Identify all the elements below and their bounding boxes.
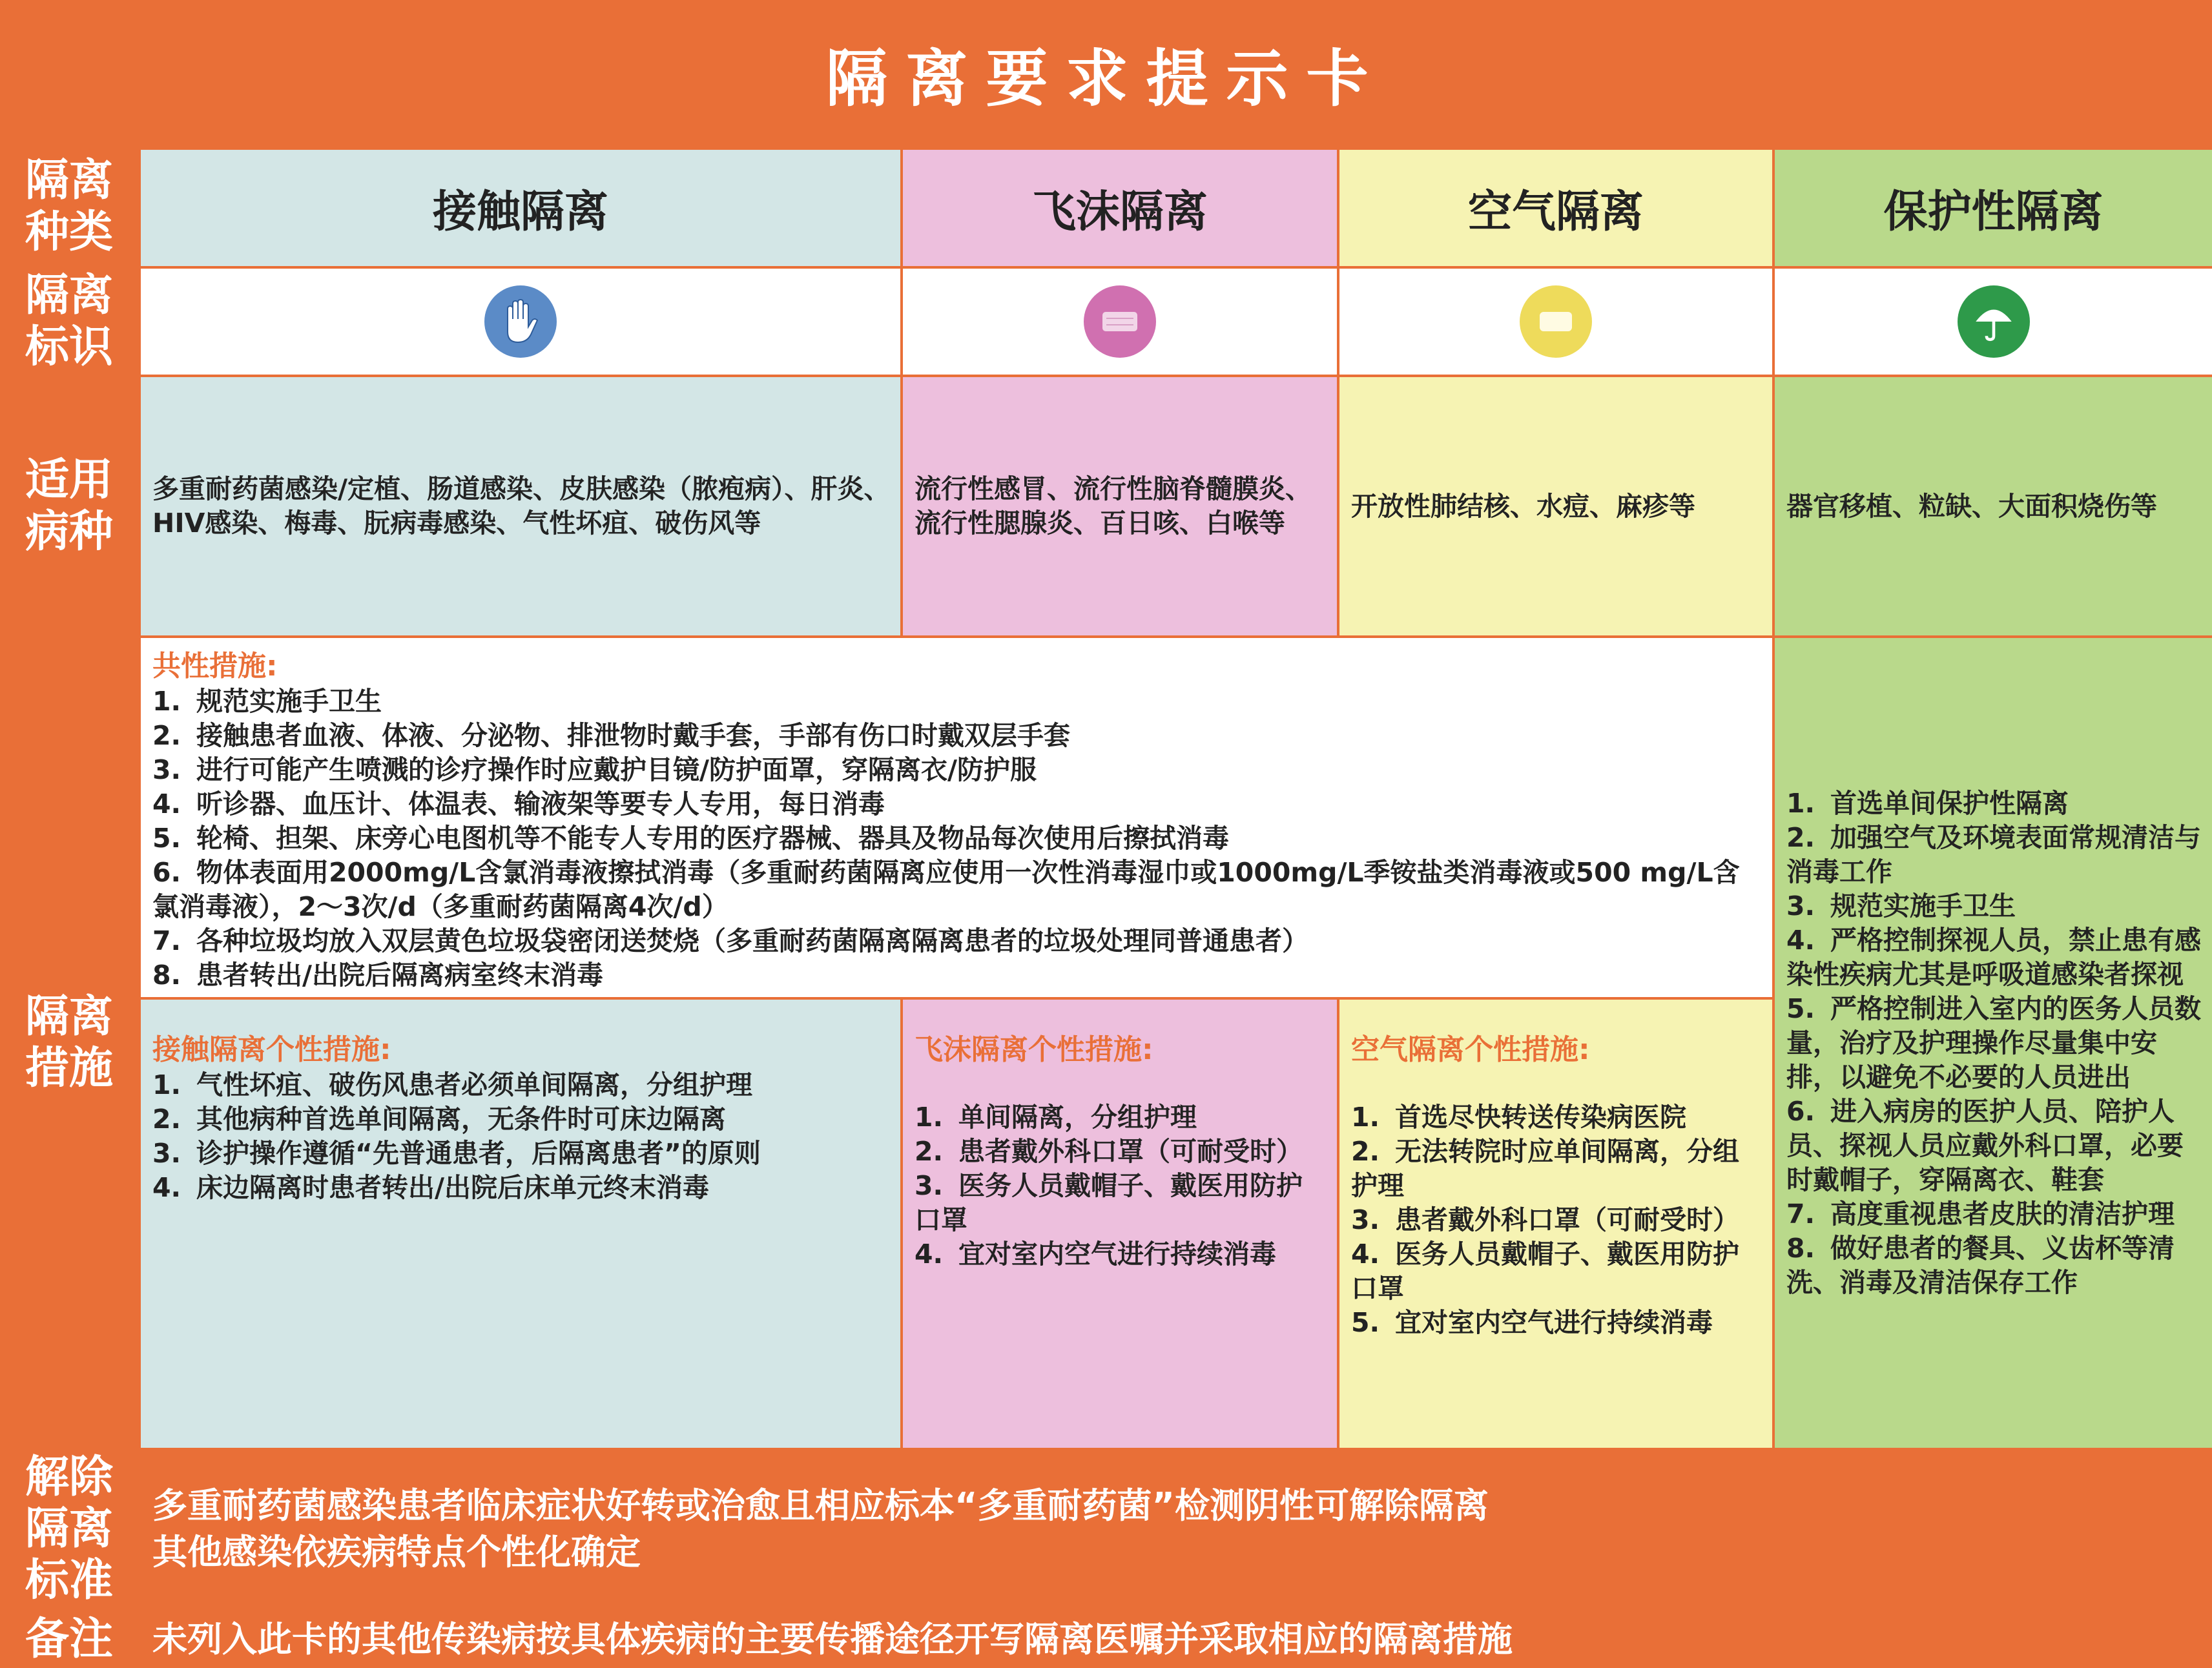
column-header-protective: 保护性隔离 (1775, 150, 2212, 266)
list-item: 4. 医务人员戴帽子、戴医用防护口罩 (1351, 1239, 1739, 1304)
list-item: 5. 宜对室内空气进行持续消毒 (1351, 1307, 1713, 1338)
list-item: 6. 进入病房的医护人员、陪护人员、探视人员应戴外科口罩，必要时戴帽子，穿隔离衣、鞋套 (1786, 1095, 2184, 1195)
droplet-measures-heading: 飞沫隔离个性措施: (915, 1033, 1153, 1066)
list-item: 1. 规范实施手卫生 (152, 686, 382, 717)
list-item: 5. 轮椅、担架、床旁心电图机等不能专人专用的医疗器械、器具及物品每次使用后擦拭消毒 (152, 823, 1229, 854)
contact-measures (141, 1000, 900, 1448)
protective-measures (1775, 638, 2212, 1448)
list-item: 8. 患者转出/出院后隔离病室终末消毒 (152, 960, 603, 991)
list-item: 8. 做好患者的餐具、义齿杯等清洗、消毒及清洁保存工作 (1786, 1232, 2175, 1298)
row-label-type: 隔离 种类 (25, 155, 113, 258)
disease-text-droplet: 流行性感冒、流行性脑脊髓膜炎、流行性腮腺炎、百日咳、白喉等 (915, 473, 1312, 539)
list-item: 3. 规范实施手卫生 (1786, 890, 2016, 922)
list-item: 4. 床边隔离时患者转出/出院后床单元终末消毒 (152, 1172, 709, 1203)
notes-text: 未列入此卡的其他传染病按具体疾病的主要传播途径开写隔离医嘱并采取相应的隔离措施 (152, 1618, 1513, 1660)
disease-text-airborne: 开放性肺结核、水痘、麻疹等 (1351, 490, 1695, 522)
mark-cell-droplet (903, 269, 1337, 375)
column-header-droplet: 飞沫隔离 (903, 150, 1337, 266)
surgical-mask-icon (1084, 285, 1156, 358)
list-item: 2. 接触患者血液、体液、分泌物、排泄物时戴手套，手部有伤口时戴双层手套 (152, 720, 1070, 751)
list-item: 2. 其他病种首选单间隔离，无条件时可床边隔离 (152, 1104, 726, 1135)
row-label-disease: 适用 病种 (25, 455, 113, 557)
list-item: 1. 单间隔离，分组护理 (915, 1102, 1197, 1133)
respirator-mask-icon (1520, 285, 1592, 358)
row-label-measures: 隔离 措施 (25, 991, 113, 1094)
list-item: 3. 进行可能产生喷溅的诊疗操作时应戴护目镜/防护面罩，穿隔离衣/防护服 (152, 754, 1037, 785)
list-item: 4. 听诊器、血压计、体温表、输液架等要专人专用，每日消毒 (152, 788, 885, 819)
row-label-release: 解除 隔离 标准 (25, 1452, 113, 1606)
disease-text-protective: 器官移植、粒缺、大面积烧伤等 (1786, 490, 2157, 522)
mark-cell-airborne (1339, 269, 1772, 375)
mark-cell-protective (1775, 269, 2212, 375)
common-measures-list (152, 685, 1761, 993)
disease-cell-droplet (903, 377, 1337, 635)
contact-measures-list (152, 1068, 890, 1205)
column-header-airborne: 空气隔离 (1339, 150, 1772, 266)
disease-text-contact: 多重耐药菌感染/定植、肠道感染、皮肤感染（脓疱病）、肝炎、HIV感染、梅毒、朊病毒感染、气性坏疽、破伤风等 (152, 473, 891, 539)
list-item: 3. 医务人员戴帽子、戴医用防护口罩 (915, 1170, 1303, 1235)
disease-cell-airborne (1339, 377, 1772, 635)
release-criteria (141, 1450, 2212, 1608)
list-item: 2. 加强空气及环境表面常规清洁与消毒工作 (1786, 821, 2201, 887)
release-criteria-line: 其他感染依疾病特点个性化确定 (152, 1532, 641, 1572)
hand-icon (484, 285, 557, 358)
list-item: 2. 患者戴外科口罩（可耐受时） (915, 1136, 1303, 1167)
droplet-measures-list (915, 1100, 1327, 1272)
list-item: 2. 无法转院时应单间隔离，分组护理 (1351, 1136, 1739, 1201)
list-item: 1. 首选单间保护性隔离 (1786, 787, 2069, 819)
mark-cell-contact (141, 269, 900, 375)
contact-measures-heading: 接触隔离个性措施: (152, 1033, 391, 1066)
list-item: 7. 高度重视患者皮肤的清洁护理 (1786, 1198, 2175, 1230)
release-criteria-line: 多重耐药菌感染患者临床症状好转或治愈且相应标本“多重耐药菌”检测阴性可解除隔离 (152, 1485, 1489, 1526)
list-item: 3. 患者戴外科口罩（可耐受时） (1351, 1204, 1739, 1235)
list-item: 3. 诊护操作遵循“先普通患者，后隔离患者”的原则 (152, 1138, 761, 1169)
common-measures (141, 638, 1772, 997)
list-item: 1. 气性坏疽、破伤风患者必须单间隔离，分组护理 (152, 1069, 752, 1100)
list-item: 7. 各种垃圾均放入双层黄色垃圾袋密闭送焚烧（多重耐药菌隔离隔离患者的垃圾处理同普通患者） (152, 925, 1308, 956)
list-item: 4. 宜对室内空气进行持续消毒 (915, 1239, 1276, 1270)
row-label-notes: 备注 (25, 1613, 113, 1665)
disease-cell-protective (1775, 377, 2212, 635)
disease-cell-contact (141, 377, 900, 635)
umbrella-icon (1958, 285, 2030, 358)
airborne-measures-heading: 空气隔离个性措施: (1351, 1033, 1590, 1066)
airborne-measures-list (1351, 1100, 1762, 1340)
column-header-contact: 接触隔离 (141, 150, 900, 266)
list-item: 5. 严格控制进入室内的医务人员数量，治疗及护理操作尽量集中安排，以避免不必要的人员进出 (1786, 993, 2201, 1093)
list-item: 4. 严格控制探视人员，禁止患有感染性疾病尤其是呼吸道感染者探视 (1786, 924, 2201, 990)
airborne-measures (1339, 1000, 1772, 1448)
row-label-mark: 隔离 标识 (25, 270, 113, 373)
page-title: 隔离要求提示卡 (825, 42, 1387, 115)
droplet-measures (903, 1000, 1337, 1448)
list-item: 6. 物体表面用2000mg/L含氯消毒液擦拭消毒（多重耐药菌隔离应使用一次性消毒湿巾或1000mg/L季铵盐类消毒液或500 mg/L含氯消毒液），2～3次/d（多重耐药菌隔离4次/d） (152, 857, 1740, 922)
list-item: 1. 首选尽快转送传染病医院 (1351, 1102, 1686, 1133)
protective-measures-list (1786, 787, 2203, 1300)
common-measures-heading: 共性措施: (152, 650, 278, 683)
